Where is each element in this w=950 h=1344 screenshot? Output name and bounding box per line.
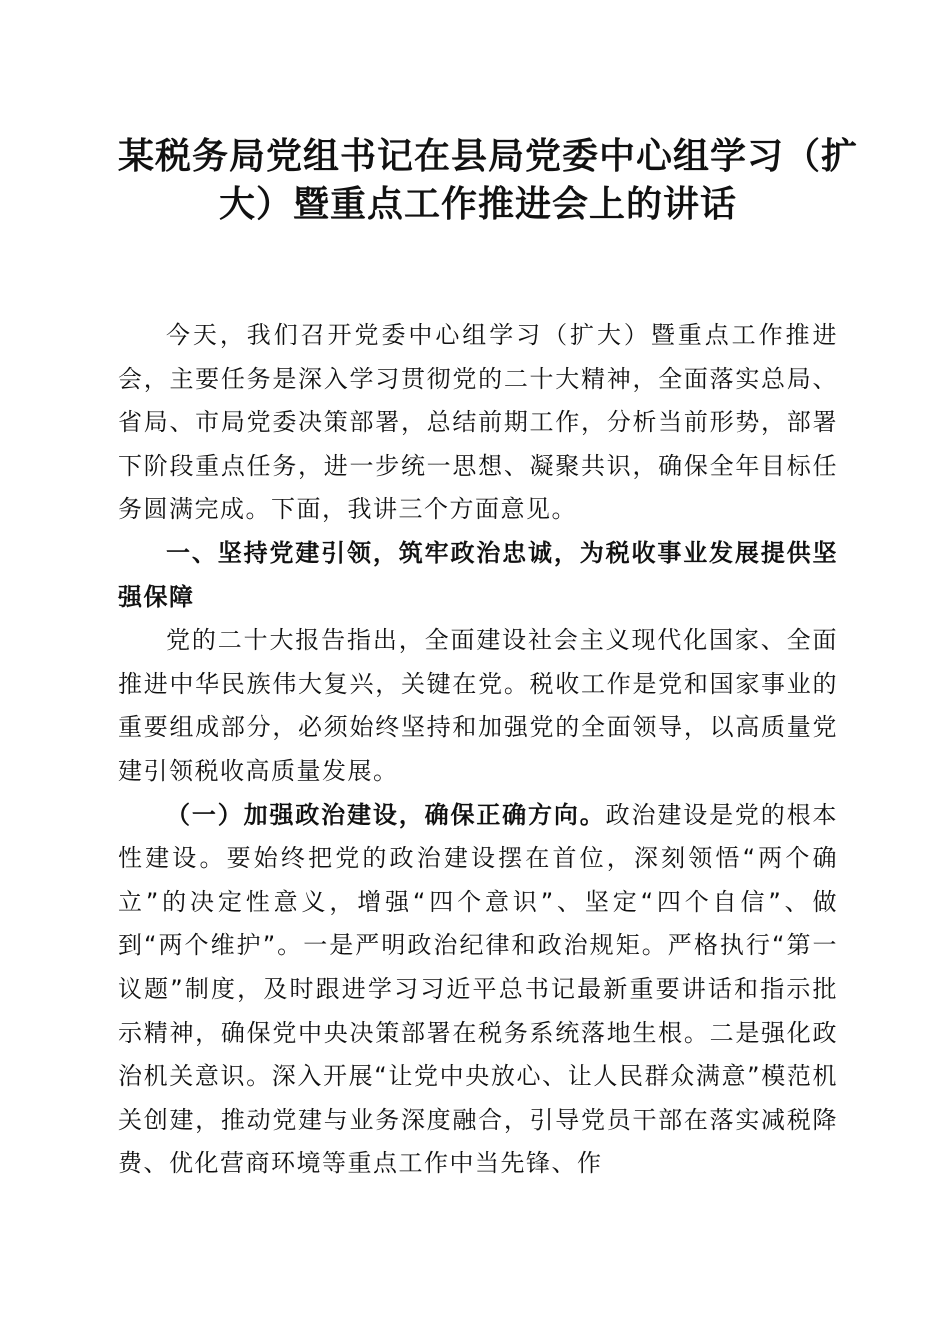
document-title — [118, 132, 859, 228]
title-line-1: 某税务局党组书记在县局党委中心组学习（扩 — [118, 135, 859, 177]
section-1-heading: 一、坚持党建引领，筑牢政治忠诚，为税收事业发展提供坚强保障 — [118, 538, 838, 611]
section-1-paragraph: 党的二十大报告指出，全面建设社会主义现代化国家、全面推进中华民族伟大复兴，关键在党。税收工作是党和国家事业的重要组成部分，必须始终坚持和加强党的全面领导，以高质量党建引领税收高质量发展。 — [118, 626, 838, 785]
document-body — [118, 314, 838, 1186]
title-line-2: 大）暨重点工作推进会上的讲话 — [218, 183, 737, 225]
intro-paragraph: 今天，我们召开党委中心组学习（扩大）暨重点工作推进会，主要任务是深入学习贯彻党的二十大精神，全面落实总局、省局、市局党委决策部署，总结前期工作，分析当前形势，部署下阶段重点任务，进一步统一思想、凝聚共识，确保全年目标任务圆满完成。下面，我讲三个方面意见。 — [118, 321, 838, 524]
subsection-1-lead: （一）加强政治建设，确保正确方向。 — [166, 800, 606, 829]
document-page — [118, 132, 859, 1186]
subsection-1-paragraph — [118, 794, 838, 1186]
subsection-1-text: 政治建设是党的根本性建设。要始终把党的政治建设摆在首位，深刻领悟“两个确立”的决定性意义，增强“四个意识”、坚定“四个自信”、做到“两个维护”。一是严明政治纪律和政治规矩。严格执行“第一议题”制度，及时跟进学习习近平总书记最新重要讲话和指示批示精神，确保党中央决策部署在税务系统落地生根。二是强化政治机关意识。深入开展“让党中央放心、让人民群众满意”模范机关创建，推动党建与业务深度融合，引导党员干部在落实减税降费、优化营商环境等重点工作中当先锋、作 — [118, 800, 839, 1178]
